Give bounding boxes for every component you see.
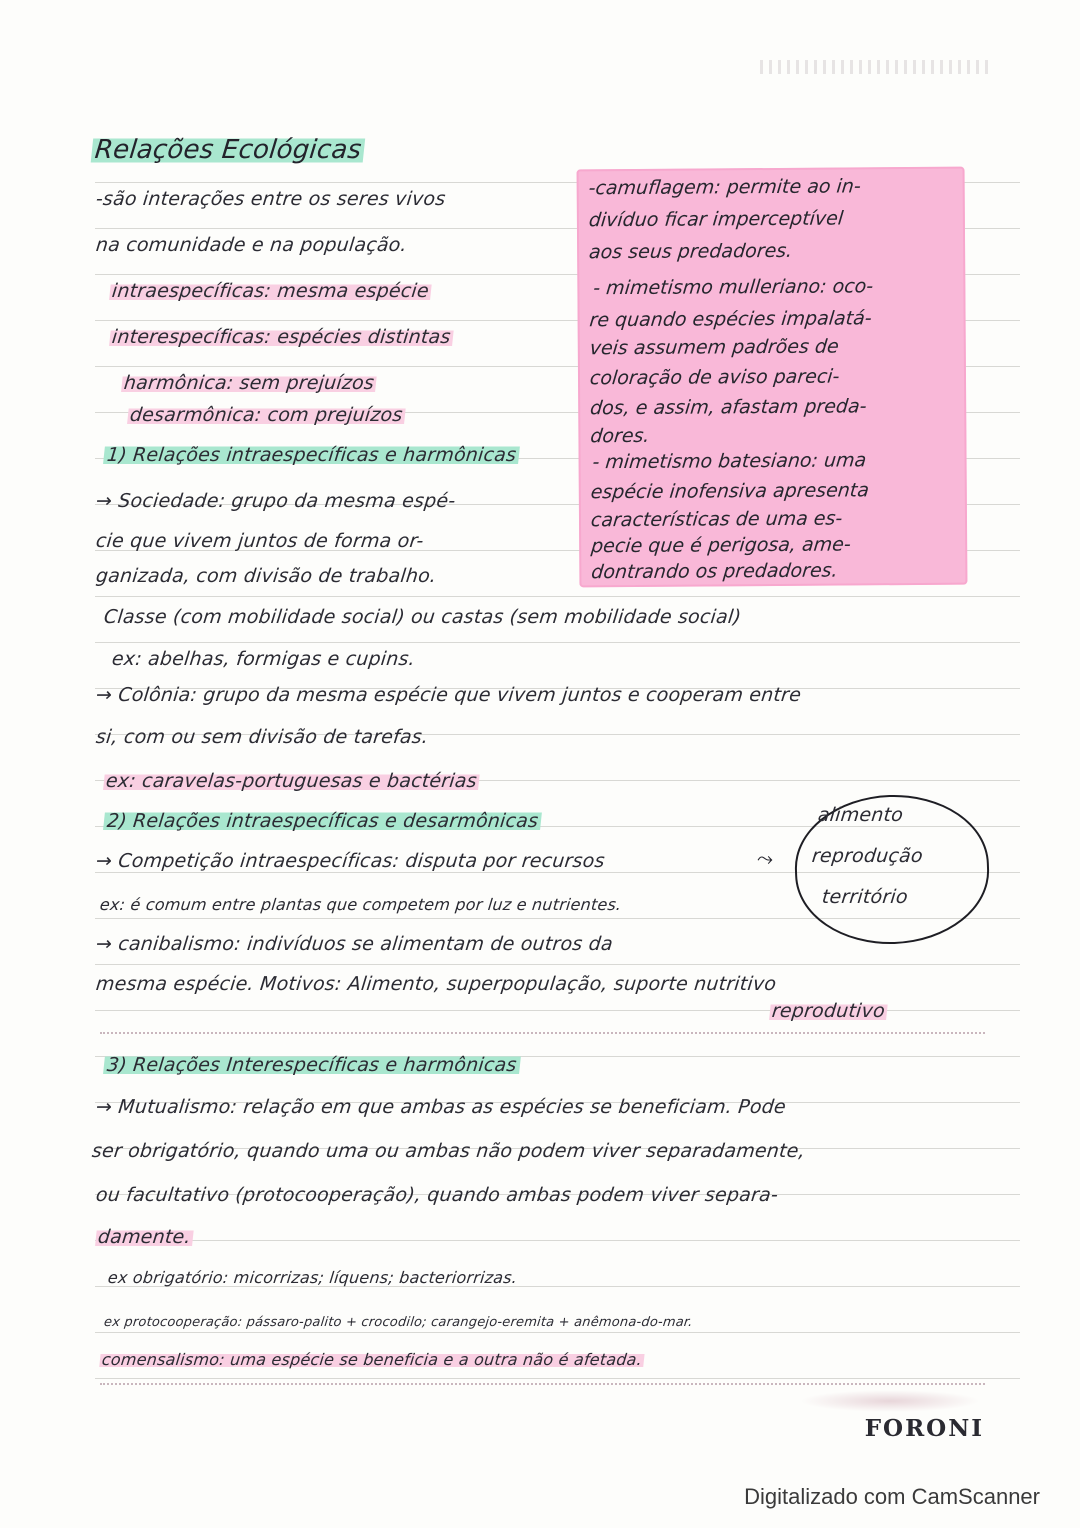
section-3-line-7: comensalismo: uma espécie se beneficia e a outra não é afetada.	[101, 1350, 644, 1369]
section-3-heading: 3) Relações Interespecíficas e harmônicas	[103, 1054, 521, 1076]
pink-line-7: coloração de aviso pareci-	[588, 365, 841, 390]
section-1-line-2: cie que vivem juntos de forma or-	[94, 530, 425, 552]
intro-line-4: interespecíficas: espécies distintas	[110, 326, 452, 348]
scan-artifact-top	[760, 60, 990, 74]
pink-line-8: dos, e assim, afastam preda-	[589, 395, 868, 420]
brand-foroni: FORONI	[864, 1415, 984, 1442]
arrow-to-oval: ⤳	[757, 846, 773, 870]
section-1-line-7: si, com ou sem divisão de tarefas.	[94, 726, 430, 748]
section-1-line-6: → Colônia: grupo da mesma espécie que vivem juntos e cooperam entre	[94, 684, 803, 706]
section-1-heading: 1) Relações intraespecíficas e harmônicas	[103, 444, 521, 466]
section-1-line-5: ex: abelhas, formigas e cupins.	[110, 648, 417, 670]
section-3-line-1: → Mutualismo: relação em que ambas as espécies se beneficiam. Pode	[94, 1096, 788, 1118]
pink-line-2: divíduo ficar imperceptível	[587, 207, 845, 232]
pink-line-10: - mimetismo batesiano: uma	[591, 449, 868, 474]
intro-line-5: harmônica: sem prejuízos	[121, 372, 377, 394]
intro-line-2: na comunidade e na população.	[94, 234, 409, 256]
section-3-line-6: ex protocooperação: pássaro-palito + crocodilo; carangejo-eremita + anêmona-do-mar.	[103, 1315, 694, 1330]
section-divider	[100, 1032, 985, 1034]
oval-item-territorio: território	[820, 886, 909, 908]
intro-line-6: desarmônica: com prejuízos	[128, 404, 404, 426]
section-3-line-2: ser obrigatório, quando uma ou ambas não podem viver separadamente,	[90, 1140, 807, 1162]
section-3-line-5: ex obrigatório: micorrizas; líquens; bacteriorrizas.	[107, 1268, 519, 1287]
pink-line-4: - mimetismo mulleriano: oco-	[592, 275, 875, 300]
camscanner-watermark: Digitalizado com CamScanner	[744, 1484, 1040, 1509]
section-2-line-1: → Competição intraespecíficas: disputa por recursos	[94, 850, 606, 872]
oval-item-reproducao: reprodução	[810, 845, 924, 867]
section-2-heading: 2) Relações intraespecíficas e desarmônicas	[103, 810, 543, 832]
section-1-line-8: ex: caravelas-portuguesas e bactérias	[104, 770, 478, 792]
oval-item-alimento: alimento	[816, 804, 905, 826]
section-2-line-3: → canibalismo: indivíduos se alimentam de outros da	[94, 933, 615, 955]
pink-line-5: re quando espécies impalatá-	[588, 307, 873, 332]
section-2-line-2: ex: é comum entre plantas que competem por luz e nutrientes.	[99, 895, 623, 914]
pink-highlight-block	[577, 167, 968, 588]
section-1-line-1: → Sociedade: grupo da mesma espé-	[94, 490, 457, 512]
pink-line-14: dontrando os predadores.	[590, 559, 839, 584]
page-title: Relações Ecológicas	[90, 135, 365, 165]
intro-line-3: intraespecíficas: mesma espécie	[110, 280, 431, 302]
pink-line-9: dores.	[589, 424, 651, 448]
pink-line-11: espécie inofensiva apresenta	[589, 479, 871, 504]
pink-line-13: pecie que é perigosa, ame-	[590, 533, 852, 558]
section-2-line-5: reprodutivo	[770, 1000, 887, 1022]
section-3-line-3: ou facultativo (protocooperação), quando ambas podem viver separa-	[94, 1184, 780, 1206]
bottom-divider	[100, 1383, 985, 1385]
section-1-line-4: Classe (com mobilidade social) ou castas (sem mobilidade social)	[102, 606, 743, 628]
intro-line-1: -são interações entre os seres vivos	[94, 188, 447, 210]
section-2-line-4: mesma espécie. Motivos: Alimento, superpopulação, suporte nutritivo	[94, 973, 778, 995]
pink-line-6: veis assumem padrões de	[588, 335, 840, 360]
section-1-line-3: ganizada, com divisão de trabalho.	[94, 565, 438, 587]
pink-line-3: aos seus predadores.	[588, 239, 794, 264]
scan-smudge	[800, 1390, 980, 1412]
pink-line-1: -camuflagem: permite ao in-	[587, 175, 862, 200]
pink-line-12: características de uma es-	[589, 507, 844, 532]
section-3-line-4: damente.	[96, 1226, 192, 1248]
